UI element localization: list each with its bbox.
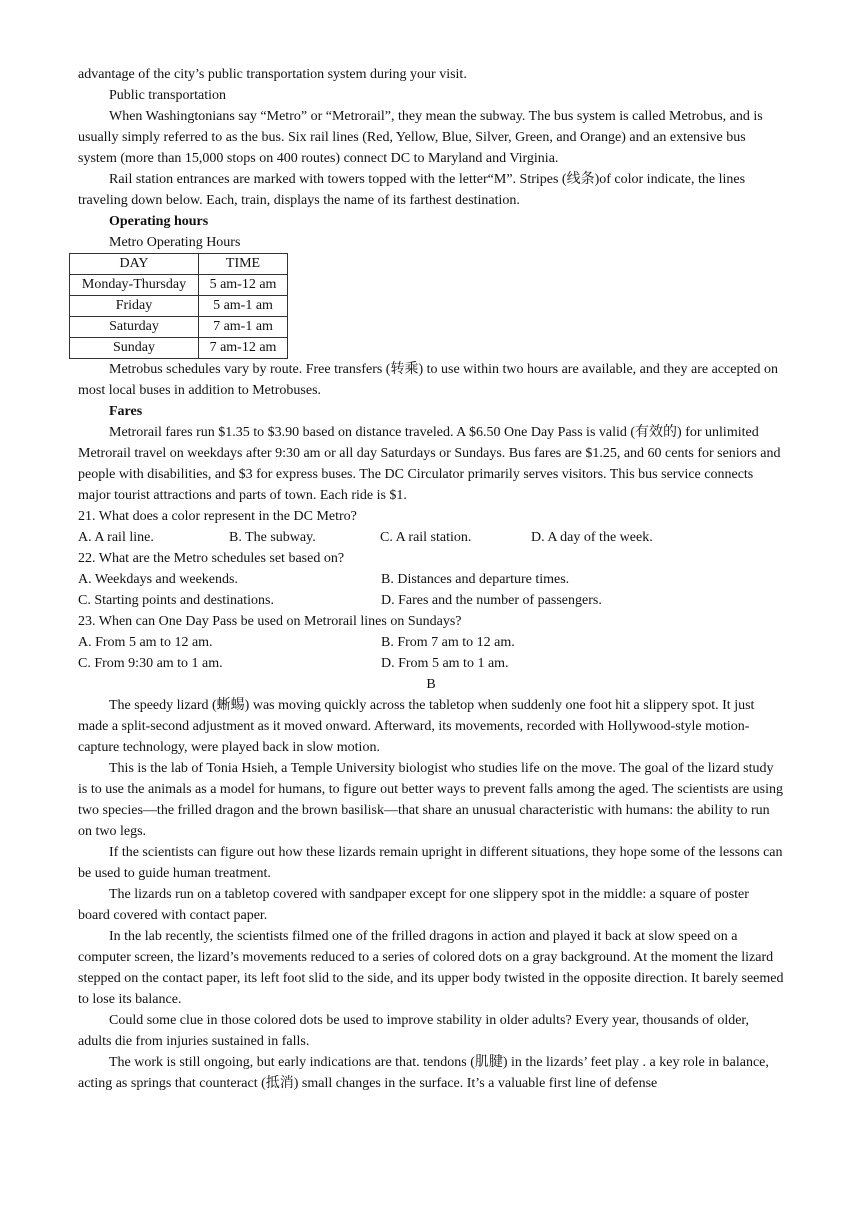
option-c: C. Starting points and destinations.	[78, 593, 274, 608]
table-cell-day: Saturday	[70, 317, 199, 338]
option-b: B. Distances and departure times.	[381, 572, 570, 587]
option-a: A. From 5 am to 12 am.	[78, 635, 213, 650]
table-header-time: TIME	[199, 254, 288, 275]
table-caption: Metro Operating Hours	[109, 235, 241, 250]
table-cell-time: 7 am-12 am	[199, 338, 288, 359]
question-23-stem: 23. When can One Day Pass be used on Metrorail lines on Sundays?	[78, 614, 462, 629]
passage-b-paragraph: The speedy lizard (蜥蜴) was moving quickly across the tabletop when suddenly one foot hit a slippery spot. It just made a split-second adjustment as it moved onward. Afterward, its movements, recorded with Hollywood-style motion-capture technology, were played back in slow motion.	[78, 698, 755, 755]
passage-b-paragraph: In the lab recently, the scientists filmed one of the frilled dragons in action and played it back at slow speed on a computer screen, the lizard’s movements reduced to a series of colored dots on a gray background. At the moment the lizard stepped on the contact paper, its left foot slid to the side, and its upper body twisted in the opposite direction. It barely seemed to lose its balance.	[78, 929, 784, 1007]
operating-hours-table	[69, 253, 288, 359]
passage-b-paragraph: Could some clue in those colored dots be used to improve stability in older adults? Every year, thousands of older, adults die from injuries sustained in falls.	[78, 1013, 750, 1049]
question-23-options-row-2	[78, 653, 784, 674]
paragraph-bus: Metrobus schedules vary by route. Free transfers (转乘) to use within two hours are available, and they are accepted on most local buses in addition to Metrobuses.	[78, 362, 779, 398]
question-21-stem: 21. What does a color represent in the DC Metro?	[78, 509, 357, 524]
passage-b-paragraph: This is the lab of Tonia Hsieh, a Temple University biologist who studies life on the move. The goal of the lizard study is to use the animals as a model for humans, to figure out better ways to prevent falls among the aged. The scientists are using two species—the frilled dragon and the brown basilisk—that share an unusual characteristic with humans: the ability to run on two legs.	[78, 761, 784, 839]
document-body	[78, 64, 784, 1094]
section-label-b: B	[426, 677, 436, 692]
table-header-row	[70, 254, 288, 275]
passage-b-paragraph: If the scientists can figure out how these lizards remain upright in different situations, they hope some of the lessons can be used to guide human treatment.	[78, 845, 783, 881]
table-cell-time: 7 am-1 am	[199, 317, 288, 338]
passage-b-paragraph: The work is still ongoing, but early indications are that. tendons (肌腱) in the lizards’ feet play . a key role in balance, acting as springs that counteract (抵消) small changes in the surface. It’s a valuable first line of defense	[78, 1055, 769, 1091]
option-c: C. From 9:30 am to 1 am.	[78, 656, 223, 671]
table-cell-day: Monday-Thursday	[70, 275, 199, 296]
question-22-options-row-1	[78, 569, 784, 590]
table-row	[70, 317, 288, 338]
paragraph-fares: Metrorail fares run $1.35 to $3.90 based on distance traveled. A $6.50 One Day Pass is valid (有效的) for unlimited Metrorail travel on weekdays after 9:30 am or all day Saturdays or Sundays. Bus fares are $1.25, and 60 cents for seniors and people with disabilities, and $3 for express buses. The DC Circulator primarily serves visitors. This bus service connects major tourist attractions and parts of town. Each ride is $1.	[78, 425, 781, 503]
heading-operating-hours: Operating hours	[109, 214, 209, 229]
table-row	[70, 275, 288, 296]
table-cell-time: 5 am-12 am	[199, 275, 288, 296]
option-a: A. A rail line.	[78, 530, 154, 545]
question-22-options-row-2	[78, 590, 784, 611]
heading-fares: Fares	[109, 404, 143, 419]
table-header-day: DAY	[70, 254, 199, 275]
passage-a-intro-tail: advantage of the city’s public transportation system during your visit.	[78, 67, 467, 82]
option-d: D. Fares and the number of passengers.	[381, 593, 602, 608]
option-b: B. The subway.	[229, 530, 316, 545]
question-23-options-row-1	[78, 632, 784, 653]
option-a: A. Weekdays and weekends.	[78, 572, 238, 587]
table-row	[70, 296, 288, 317]
paragraph-metro: When Washingtonians say “Metro” or “Metrorail”, they mean the subway. The bus system is called Metrobus, and is usually simply referred to as the bus. Six rail lines (Red, Yellow, Blue, Silver, Green, and Orange) and an extensive bus system (more than 15,000 stops on 400 routes) connect DC to Maryland and Virginia.	[78, 109, 763, 166]
option-d: D. A day of the week.	[531, 530, 653, 545]
table-cell-day: Friday	[70, 296, 199, 317]
heading-public-transportation: Public transportation	[109, 88, 227, 103]
table-cell-time: 5 am-1 am	[199, 296, 288, 317]
option-d: D. From 5 am to 1 am.	[381, 656, 509, 671]
passage-b-paragraph: The lizards run on a tabletop covered with sandpaper except for one slippery spot in the middle: a square of poster board covered with contact paper.	[78, 887, 749, 923]
paragraph-stations: Rail station entrances are marked with towers topped with the letter“M”. Stripes (线条)of color indicate, the lines traveling down below. Each, train, displays the name of its farthest destination.	[78, 172, 746, 208]
question-22-stem: 22. What are the Metro schedules set based on?	[78, 551, 345, 566]
option-b: B. From 7 am to 12 am.	[381, 635, 515, 650]
question-21-options	[78, 527, 784, 548]
table-row	[70, 338, 288, 359]
option-c: C. A rail station.	[380, 530, 472, 545]
table-cell-day: Sunday	[70, 338, 199, 359]
